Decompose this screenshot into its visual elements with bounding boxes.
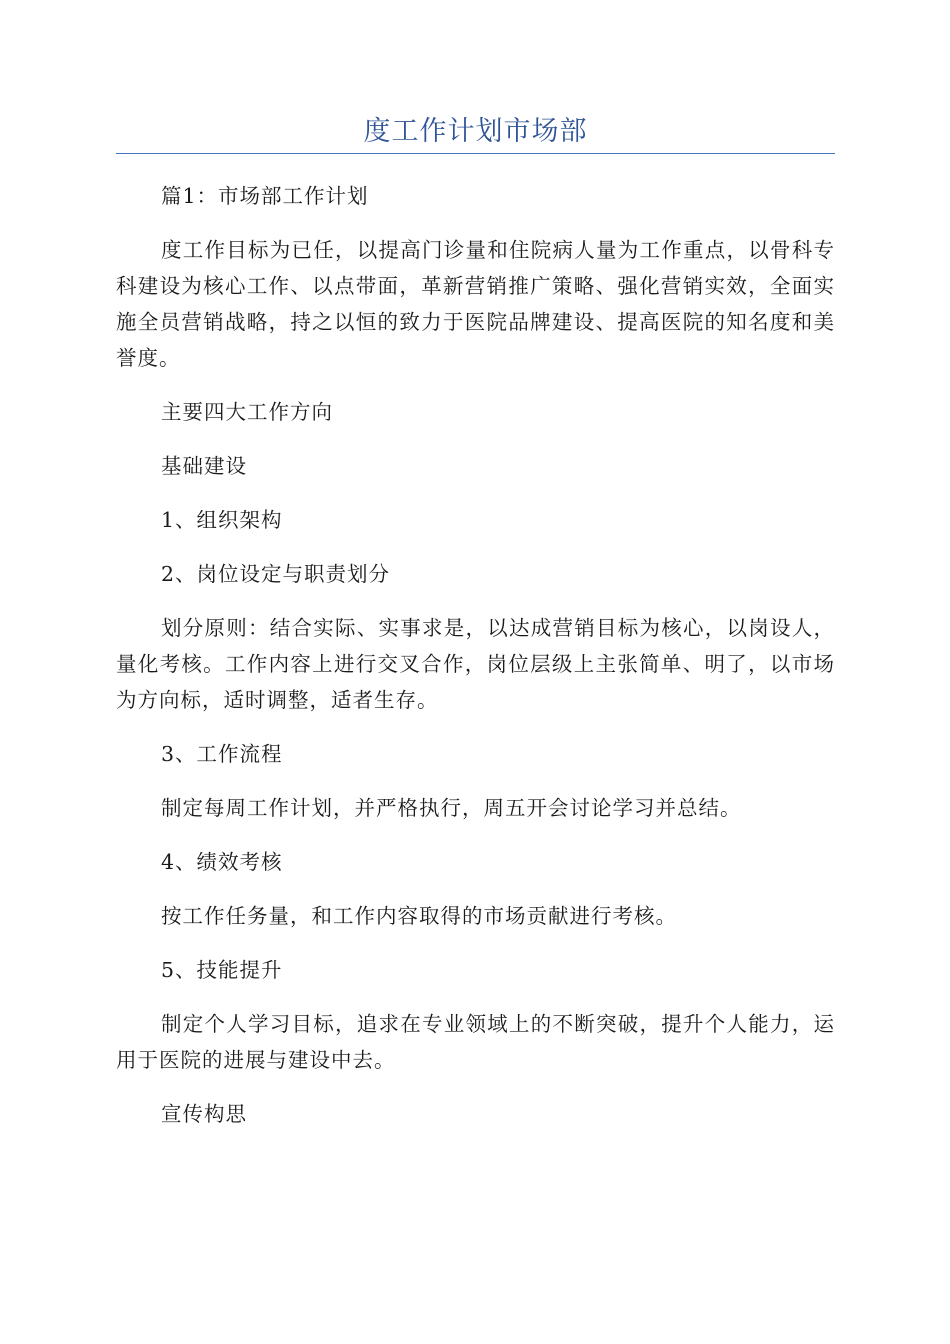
section-heading: 基础建设 bbox=[161, 454, 247, 478]
paragraph: 按工作任务量，和工作内容取得的市场贡献进行考核。 bbox=[161, 904, 677, 928]
paragraph: 制定每周工作计划，并严格执行，周五开会讨论学习并总结。 bbox=[161, 796, 742, 820]
list-item: 1、组织架构 bbox=[161, 508, 283, 532]
paragraph: 度工作目标为已任，以提高门诊量和住院病人量为工作重点，以骨科专科建设为核心工作、以点带面，革新营销推广策略、强化营销实效，全面实施全员营销战略，持之以恒的致力于医院品牌建设、提高医院的知名度和美誉度。 bbox=[116, 238, 835, 370]
section-heading: 篇1：市场部工作计划 bbox=[161, 184, 369, 208]
section-heading: 宣传构思 bbox=[161, 1102, 247, 1126]
document-title: 度工作计划市场部 bbox=[363, 116, 588, 147]
list-item: 3、工作流程 bbox=[161, 742, 283, 766]
list-item: 4、绩效考核 bbox=[161, 850, 283, 874]
section-heading: 主要四大工作方向 bbox=[161, 400, 333, 424]
list-item: 2、岗位设定与职责划分 bbox=[161, 562, 391, 586]
title-divider bbox=[116, 153, 835, 154]
list-item: 5、技能提升 bbox=[161, 958, 283, 982]
paragraph: 制定个人学习目标，追求在专业领域上的不断突破，提升个人能力，运用于医院的进展与建设中去。 bbox=[116, 1012, 835, 1072]
document-body bbox=[116, 178, 835, 1132]
paragraph: 划分原则：结合实际、实事求是，以达成营销目标为核心，以岗设人，量化考核。工作内容上进行交叉合作，岗位层级上主张简单、明了，以市场为方向标，适时调整，适者生存。 bbox=[116, 616, 835, 712]
